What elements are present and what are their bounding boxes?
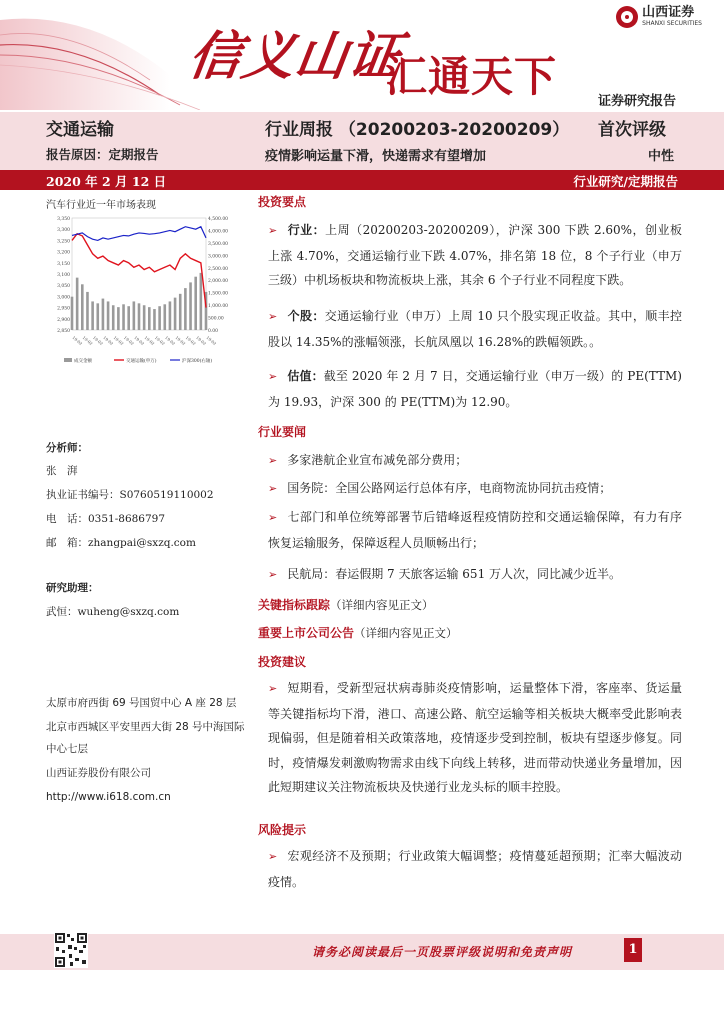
right-axis-tick: 4,500.00 [208, 217, 229, 222]
kpi-title: 关键指标跟踪 [258, 598, 331, 612]
volume-bar [200, 273, 203, 330]
logo-mark-icon [616, 6, 638, 28]
left-axis-tick: 3,100 [57, 273, 70, 278]
volume-bar [163, 304, 166, 330]
news-text-4: 民航局：春运假期 7 天旅客运输 651 万人次，同比减少近半。 [287, 567, 622, 581]
right-axis-tick: 1,000.00 [208, 304, 229, 310]
risk-text: 宏观经济不及预期；行业政策大幅调整；疫情蔓延超预期；汇率大幅波动疫情。 [268, 849, 682, 889]
arrow-bullet-icon: ➢ [268, 454, 278, 467]
news-item [268, 505, 682, 555]
slogan-main: 信义山证 [185, 27, 406, 87]
x-axis-tick: 19-02 [184, 334, 197, 347]
right-axis-tick: 2,000.00 [208, 279, 229, 285]
x-axis-tick: 19-02 [164, 334, 177, 347]
legend-label: 成交金额 [74, 359, 92, 364]
volume-bar [179, 294, 182, 330]
chart-title: 汽车行业近一年市场表现 [46, 200, 156, 211]
heading-news: 行业要闻 [258, 425, 307, 439]
assistant-label: 研究助理： [46, 582, 99, 594]
point-stocks-text: 交通运输行业（申万）上周 10 只个股实现正收益。其中，顺丰控股以 14.35%的涨幅领涨，长航凤凰以 16.28%的跌幅领跌。。 [268, 309, 682, 349]
point-valuation-text: 截至 2020 年 2 月 7 日，交通运输行业（申万一级）的 PE(TTM)为 19.93，沪深 300 的 PE(TTM)为 12.90。 [268, 369, 682, 409]
heading-advice: 投资建议 [258, 655, 307, 669]
volume-bar [102, 299, 105, 330]
report-date: 2020 年 2 月 12 日 [46, 174, 167, 189]
news-text-1: 多家港航企业宣布减免部分费用； [287, 453, 468, 467]
arrow-bullet-icon: ➢ [268, 310, 278, 323]
heading-risk: 风险提示 [258, 823, 307, 837]
right-axis-tick: 3,500.00 [208, 241, 229, 247]
address-1: 太原市府西街 69 号国贸中心 A 座 28 层 [46, 697, 237, 709]
company-website[interactable]: http://www.i618.com.cn [46, 791, 171, 803]
volume-bar [189, 282, 192, 330]
volume-bar [76, 278, 79, 330]
arrow-bullet-icon: ➢ [268, 682, 278, 695]
qr-code-icon [54, 932, 88, 968]
header-banner [0, 0, 724, 110]
news-item [268, 476, 682, 502]
left-axis-tick: 3,200 [57, 250, 70, 256]
analyst-email[interactable]: 邮 箱：zhangpai@sxzq.com [46, 537, 196, 549]
rating-label: 首次评级 [598, 120, 666, 140]
news-text-2: 国务院：全国公路网运行总体有序，电商物流协同抗击疫情； [287, 481, 612, 495]
volume-bar [71, 297, 74, 330]
x-axis-tick: 19-02 [122, 334, 135, 347]
page-number: 1 [624, 938, 642, 962]
volume-bar [169, 301, 172, 330]
volume-bar [158, 306, 161, 330]
disclaimer-text: 请务必阅读最后一页股票评级说明和免责声明 [312, 945, 573, 959]
x-axis-tick: 19-02 [81, 334, 94, 347]
point-industry [268, 218, 682, 293]
analyst-name: 张 湃 [46, 465, 78, 477]
left-axis-tick: 2,900 [57, 317, 70, 323]
x-axis-tick: 19-02 [71, 334, 84, 347]
left-axis-tick: 3,150 [57, 261, 70, 267]
arrow-bullet-icon: ➢ [268, 482, 278, 495]
title-band [0, 112, 724, 170]
volume-bar [86, 292, 89, 330]
volume-bar [117, 307, 120, 330]
report-type: 行业研究/定期报告 [573, 174, 678, 189]
announce-title: 重要上市公司公告 [258, 626, 355, 640]
x-axis-tick: 19-02 [102, 334, 115, 347]
weekly-title: 行业周报 （20200203-20200209） [265, 120, 570, 140]
report-reason: 报告原因：定期报告 [46, 147, 159, 162]
risk-paragraph [268, 844, 682, 894]
company-name: 山西证券股份有限公司 [46, 767, 151, 779]
report-headline: 疫情影响运量下滑，快递需求有望增加 [265, 149, 487, 164]
heading-announce [258, 624, 458, 641]
volume-bar [81, 284, 84, 330]
advice-paragraph [268, 676, 682, 800]
volume-bar [153, 309, 156, 330]
volume-bar [184, 288, 187, 330]
logo-cn: 山西证券 [642, 5, 695, 20]
news-text-3: 七部门和单位统筹部署节后错峰返程疫情防控和交通运输保障，有力有序恢复运输服务，保障返程人员顺畅出行； [268, 510, 682, 550]
news-item [268, 562, 682, 588]
legend-label: 沪深300(右轴) [182, 359, 213, 364]
legend-swatch-volume [64, 358, 72, 362]
volume-bar [91, 301, 94, 330]
x-axis-tick: 19-02 [133, 334, 146, 347]
right-axis-tick: 1,500.00 [208, 291, 229, 297]
assistant-info[interactable]: 武恒：wuheng@sxzq.com [46, 606, 180, 618]
arrow-bullet-icon: ➢ [268, 224, 278, 237]
x-axis-tick: 19-02 [91, 334, 105, 347]
left-axis-tick: 3,350 [57, 217, 70, 222]
slogan-sub: 汇通天下 [385, 52, 558, 101]
logo-en: SHANXI SECURITIES [642, 20, 702, 27]
analyst-label: 分析师： [46, 442, 88, 454]
volume-bar [174, 298, 177, 330]
x-axis-tick: 19-02 [143, 334, 156, 347]
point-valuation-label: 估值： [287, 369, 324, 383]
advice-text: 短期看，受新型冠状病毒肺炎疫情影响，运量整体下滑，客座率、货运量等关键指标均下滑，港口、高速公路、航空运输等相关板块大概率受此影响表现偏弱，但是随着相关政策落地，疫情逐步受到控制，板块有望逐步修复。同时，疫情爆发刺激购物需求由线下向线上转移，进而带动快递业务量增加，因此短期建议关注物流板块及快递行业龙头标的顺丰控股。 [268, 681, 682, 794]
arrow-bullet-icon: ➢ [268, 511, 278, 524]
volume-bar [194, 277, 197, 330]
volume-bar [143, 305, 146, 330]
announce-sub: （详细内容见正文） [354, 626, 458, 640]
market-chart [46, 212, 246, 377]
arrow-bullet-icon: ➢ [268, 850, 278, 863]
volume-bar [133, 301, 136, 330]
analyst-cert: 执业证书编号：S0760519110002 [46, 489, 214, 501]
company-logo [616, 6, 702, 28]
hs300-line [72, 227, 206, 241]
point-stocks [268, 304, 682, 354]
volume-bar [112, 305, 115, 330]
right-axis-tick: 3,000.00 [208, 254, 229, 260]
volume-bar [148, 307, 151, 330]
arrow-bullet-icon: ➢ [268, 568, 278, 581]
right-axis-tick: 4,000.00 [208, 229, 229, 235]
point-stocks-label: 个股： [287, 309, 325, 323]
x-axis-tick: 19-02 [195, 334, 208, 347]
right-axis-tick: 500.00 [208, 316, 224, 322]
left-axis-tick: 3,300 [57, 228, 70, 234]
date-bar [0, 170, 724, 190]
arrow-bullet-icon: ➢ [268, 370, 278, 383]
heading-kpi [258, 596, 434, 613]
news-item [268, 448, 682, 474]
heading-invest-points: 投资要点 [258, 195, 307, 209]
volume-bar [122, 304, 125, 330]
left-axis-tick: 3,250 [57, 239, 70, 245]
left-axis-tick: 2,850 [57, 329, 70, 334]
volume-bar [138, 303, 141, 330]
right-axis-tick: 2,500.00 [208, 266, 229, 272]
kpi-sub: （详细内容见正文） [330, 598, 434, 612]
analyst-phone: 电 话：0351-8686797 [46, 513, 166, 525]
industry-title: 交通运输 [46, 120, 114, 140]
left-axis-tick: 3,050 [57, 284, 70, 290]
point-industry-label: 行业： [287, 223, 326, 237]
x-axis-tick: 19-02 [174, 334, 187, 347]
point-valuation [268, 364, 682, 414]
rating-value: 中性 [648, 149, 675, 164]
x-axis-tick: 19-02 [205, 334, 218, 347]
volume-bar [127, 306, 130, 330]
point-industry-text: 上周（20200203-20200209），沪深 300 下跌 2.60%，创业板上涨 4.70%，交通运输行业下跌 4.07%，排名第 18 位，8 个子行业（申万三级）中机场板块和物流板块上涨，其余 6 个子行业不同程度下跌。 [268, 223, 682, 287]
volume-bar [107, 301, 110, 330]
left-axis-tick: 3,000 [57, 295, 70, 301]
x-axis-tick: 19-02 [112, 334, 125, 347]
right-axis-tick: 0.00 [208, 329, 219, 334]
volume-bar [96, 303, 99, 330]
legend-label: 交通运输(申万) [126, 359, 157, 364]
address-2: 北京市西城区平安里西大街 28 号中海国际中心七层 [46, 721, 245, 755]
report-kind: 证券研究报告 [597, 94, 676, 109]
x-axis-tick: 19-02 [153, 334, 166, 347]
left-axis-tick: 2,950 [57, 306, 70, 312]
